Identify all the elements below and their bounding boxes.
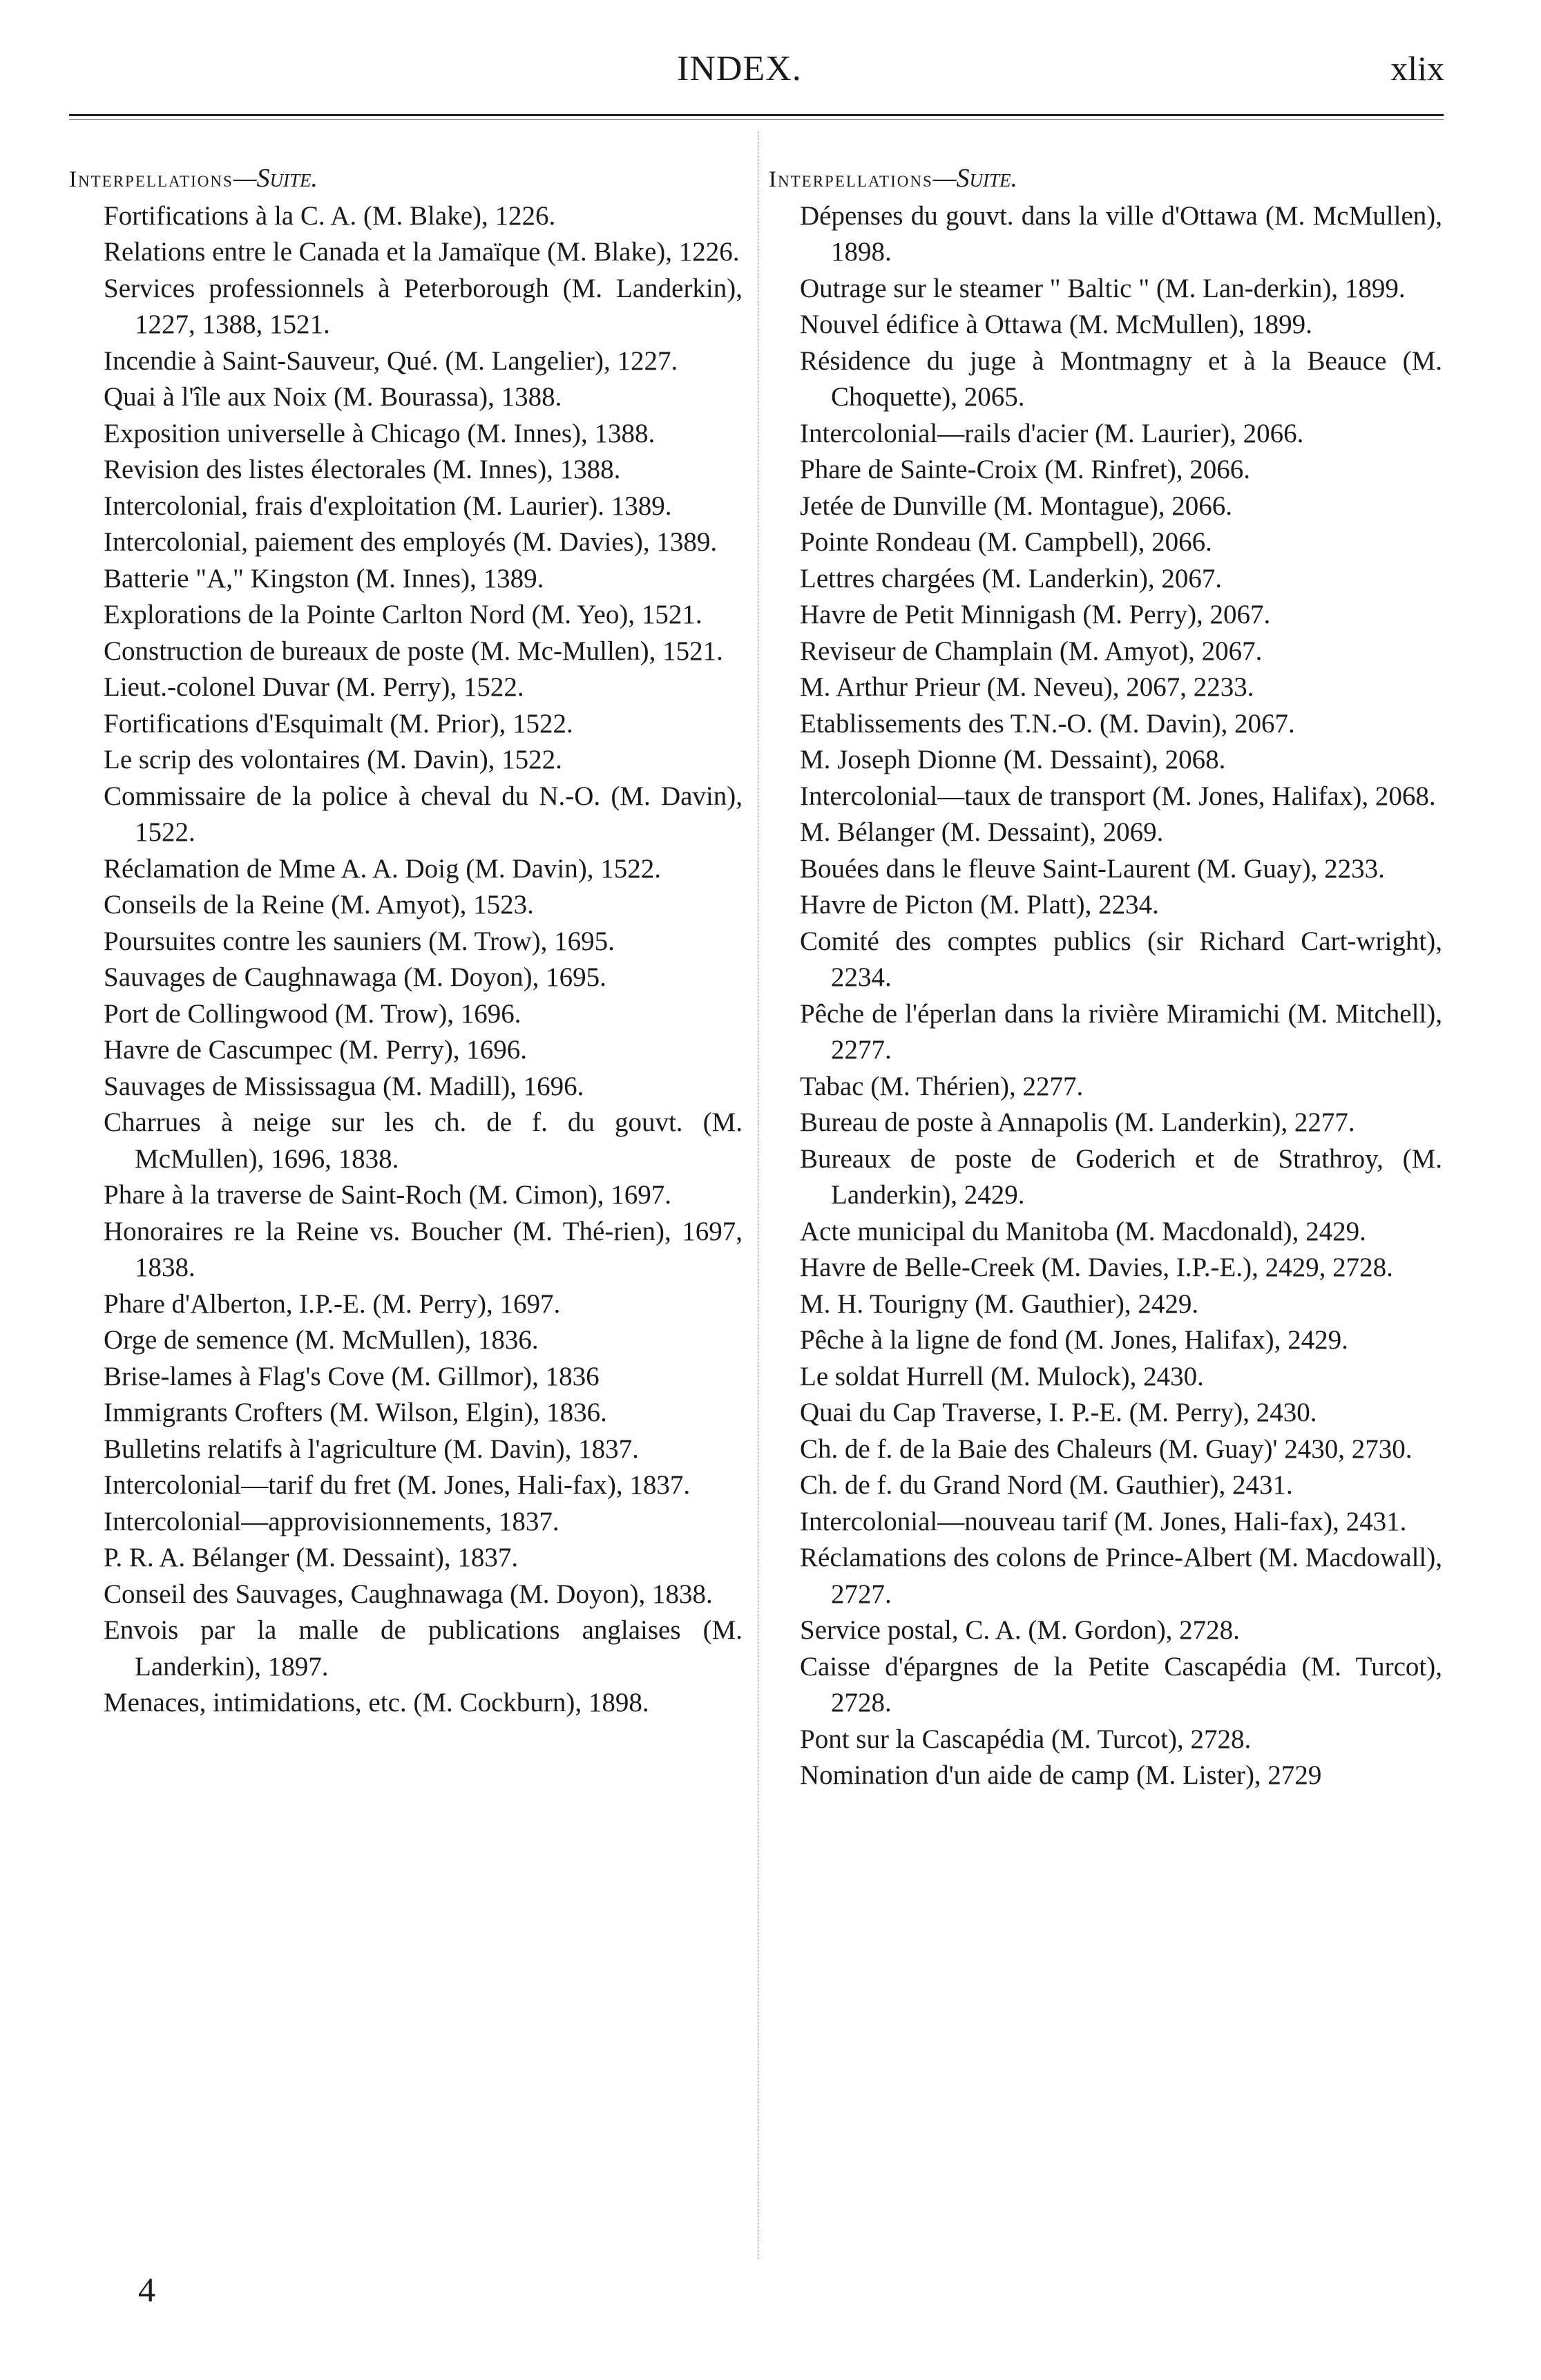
index-entry: Phare à la traverse de Saint-Roch (M. Cimon), 1697.	[104, 1180, 672, 1210]
index-entry: Intercolonial—tarif du fret (M. Jones, Hali-fax), 1837.	[104, 1470, 691, 1500]
index-entry: Le scrip des volontaires (M. Davin), 1522.	[104, 745, 562, 774]
index-entry: Lettres chargées (M. Landerkin), 2067.	[800, 563, 1223, 593]
index-entry: Orge de semence (M. McMullen), 1836.	[104, 1325, 539, 1355]
left-column	[69, 160, 743, 1722]
index-entry: Poursuites contre les sauniers (M. Trow), 1695.	[104, 926, 615, 956]
index-entry: Revision des listes électorales (M. Innes), 1388.	[104, 455, 621, 484]
index-entry: Port de Collingwood (M. Trow), 1696.	[104, 998, 521, 1029]
index-entry: Relations entre le Canada et la Jamaïque (M. Blake), 1226.	[104, 237, 740, 267]
page-title: INDEX.	[677, 49, 802, 88]
index-entry: Havre de Cascumpec (M. Perry), 1696.	[104, 1035, 527, 1065]
signature-mark: 4	[138, 2270, 155, 2309]
index-entry: Pont sur la Cascapédia (M. Turcot), 2728.	[800, 1724, 1252, 1754]
index-entry: Construction de bureaux de poste (M. Mc-Mullen), 1521.	[104, 636, 723, 666]
index-entry: Fortifications à la C. A. (M. Blake), 1226.	[104, 200, 556, 231]
index-entry: M. Bélanger (M. Dessaint), 2069.	[800, 817, 1164, 847]
index-entry: Charrues à neige sur les ch. de f. du gouvt. (M. McMullen), 1696, 1838.	[104, 1107, 743, 1174]
index-entry: Services professionnels à Peterborough (M. Landerkin), 1227, 1388, 1521.	[104, 273, 743, 339]
index-entry: Batterie "A," Kingston (M. Innes), 1389.	[104, 563, 544, 593]
index-entry: Intercolonial—approvisionnements, 1837.	[104, 1506, 559, 1536]
index-entry: Le soldat Hurrell (M. Mulock), 2430.	[800, 1361, 1204, 1391]
index-entry: Service postal, C. A. (M. Gordon), 2728.	[800, 1615, 1240, 1645]
index-entry: M. H. Tourigny (M. Gauthier), 2429.	[800, 1288, 1199, 1319]
index-entry: Conseil des Sauvages, Caughnawaga (M. Doyon), 1838.	[104, 1579, 713, 1609]
header-rule	[69, 114, 1444, 120]
section-heading-suffix: —Suite.	[932, 164, 1018, 193]
index-entry: Intercolonial—rails d'acier (M. Laurier), 2066.	[800, 418, 1304, 448]
index-entry: Bulletins relatifs à l'agriculture (M. Davin), 1837.	[104, 1434, 639, 1464]
index-entry: Jetée de Dunville (M. Montague), 2066.	[800, 491, 1233, 521]
index-entry: Dépenses du gouvt. dans la ville d'Ottawa (M. McMullen), 1898.	[800, 200, 1442, 267]
section-heading	[769, 160, 1442, 198]
right-column	[769, 160, 1442, 1794]
index-entry: Immigrants Crofters (M. Wilson, Elgin), 1836.	[104, 1398, 607, 1427]
index-entry: Lieut.-colonel Duvar (M. Perry), 1522.	[104, 672, 524, 702]
index-entry: Pêche de l'éperlan dans la rivière Miramichi (M. Mitchell), 2277.	[800, 998, 1442, 1065]
section-heading-suffix: —Suite.	[233, 164, 318, 193]
index-entry: Phare d'Alberton, I.P.-E. (M. Perry), 1697.	[104, 1288, 561, 1319]
left-entry-list	[69, 198, 743, 1722]
page-header	[0, 48, 1541, 97]
section-heading-text: Interpellations	[69, 167, 233, 192]
index-entry: Etablissements des T.N.-O. (M. Davin), 2067.	[800, 708, 1295, 739]
right-entry-list	[769, 198, 1442, 1794]
index-entry: M. Arthur Prieur (M. Neveu), 2067, 2233.	[800, 672, 1254, 702]
index-entry: Comité des comptes publics (sir Richard Cart-wright), 2234.	[800, 926, 1442, 992]
index-entry: Résidence du juge à Montmagny et à la Beauce (M. Choquette), 2065.	[800, 345, 1442, 412]
index-entry: Ch. de f. de la Baie des Chaleurs (M. Guay)' 2430, 2730.	[800, 1434, 1413, 1464]
index-entry: Quai du Cap Traverse, I. P.-E. (M. Perry), 2430.	[800, 1398, 1317, 1427]
index-entry: Havre de Picton (M. Platt), 2234.	[800, 890, 1159, 920]
index-entry: M. Joseph Dionne (M. Dessaint), 2068.	[800, 745, 1226, 774]
index-entry: Réclamation de Mme A. A. Doig (M. Davin), 1522.	[104, 853, 661, 884]
index-entry: Bureaux de poste de Goderich et de Strathroy, (M. Landerkin), 2429.	[800, 1143, 1442, 1210]
index-entry: Intercolonial, frais d'exploitation (M. Laurier). 1389.	[104, 491, 672, 521]
index-entry: Menaces, intimidations, etc. (M. Cockburn), 1898.	[104, 1688, 649, 1717]
index-entry: Conseils de la Reine (M. Amyot), 1523.	[104, 890, 534, 920]
index-entry: Nomination d'un aide de camp (M. Lister), 2729	[800, 1760, 1322, 1790]
index-entry: Pointe Rondeau (M. Campbell), 2066.	[800, 527, 1212, 557]
index-entry: Pêche à la ligne de fond (M. Jones, Halifax), 2429.	[800, 1325, 1348, 1355]
index-entry: Reviseur de Champlain (M. Amyot), 2067.	[800, 636, 1263, 666]
index-entry: P. R. A. Bélanger (M. Dessaint), 1837.	[104, 1543, 519, 1572]
index-entry: Envois par la malle de publications anglaises (M. Landerkin), 1897.	[104, 1615, 743, 1682]
index-entry: Bouées dans le fleuve Saint-Laurent (M. Guay), 2233.	[800, 853, 1385, 884]
index-entry: Fortifications d'Esquimalt (M. Prior), 1522.	[104, 708, 573, 739]
index-entry: Acte municipal du Manitoba (M. Macdonald), 2429.	[800, 1216, 1366, 1246]
index-entry: Réclamations des colons de Prince-Albert (M. Macdowall), 2727.	[800, 1543, 1442, 1609]
index-entry: Tabac (M. Thérien), 2277.	[800, 1071, 1084, 1101]
index-entry: Nouvel édifice à Ottawa (M. McMullen), 1899.	[800, 310, 1312, 339]
index-entry: Quai à l'île aux Noix (M. Bourassa), 1388.	[104, 382, 562, 412]
index-entry: Havre de Belle-Creek (M. Davies, I.P.-E.), 2429, 2728.	[800, 1253, 1393, 1282]
section-heading-text: Interpellations	[769, 167, 933, 192]
index-entry: Honoraires re la Reine vs. Boucher (M. Thé-rien), 1697, 1838.	[104, 1216, 743, 1282]
index-entry: Exposition universelle à Chicago (M. Innes), 1388.	[104, 418, 655, 448]
index-entry: Sauvages de Caughnawaga (M. Doyon), 1695.	[104, 962, 606, 992]
index-entry: Incendie à Saint-Sauveur, Qué. (M. Langelier), 1227.	[104, 345, 678, 376]
index-entry: Intercolonial, paiement des employés (M. Davies), 1389.	[104, 527, 718, 557]
index-entry: Explorations de la Pointe Carlton Nord (M. Yeo), 1521.	[104, 600, 702, 629]
index-entry: Bureau de poste à Annapolis (M. Landerkin), 2277.	[800, 1107, 1355, 1137]
index-entry: Phare de Sainte-Croix (M. Rinfret), 2066.	[800, 455, 1251, 484]
index-entry: Sauvages de Mississagua (M. Madill), 1696.	[104, 1071, 584, 1101]
index-entry: Commissaire de la police à cheval du N.-O. (M. Davin), 1522.	[104, 781, 743, 847]
page-number: xlix	[1390, 49, 1444, 88]
index-entry: Intercolonial—nouveau tarif (M. Jones, Hali-fax), 2431.	[800, 1506, 1407, 1536]
index-entry: Ch. de f. du Grand Nord (M. Gauthier), 2431.	[800, 1470, 1293, 1500]
index-entry: Outrage sur le steamer " Baltic " (M. Lan-derkin), 1899.	[800, 273, 1406, 303]
index-entry: Intercolonial—taux de transport (M. Jones, Halifax), 2068.	[800, 781, 1436, 811]
index-entry: Brise-lames à Flag's Cove (M. Gillmor), 1836	[104, 1361, 600, 1391]
section-heading	[69, 160, 743, 198]
index-entry: Caisse d'épargnes de la Petite Cascapédia (M. Turcot), 2728.	[800, 1651, 1442, 1717]
index-entry: Havre de Petit Minnigash (M. Perry), 2067.	[800, 600, 1271, 629]
